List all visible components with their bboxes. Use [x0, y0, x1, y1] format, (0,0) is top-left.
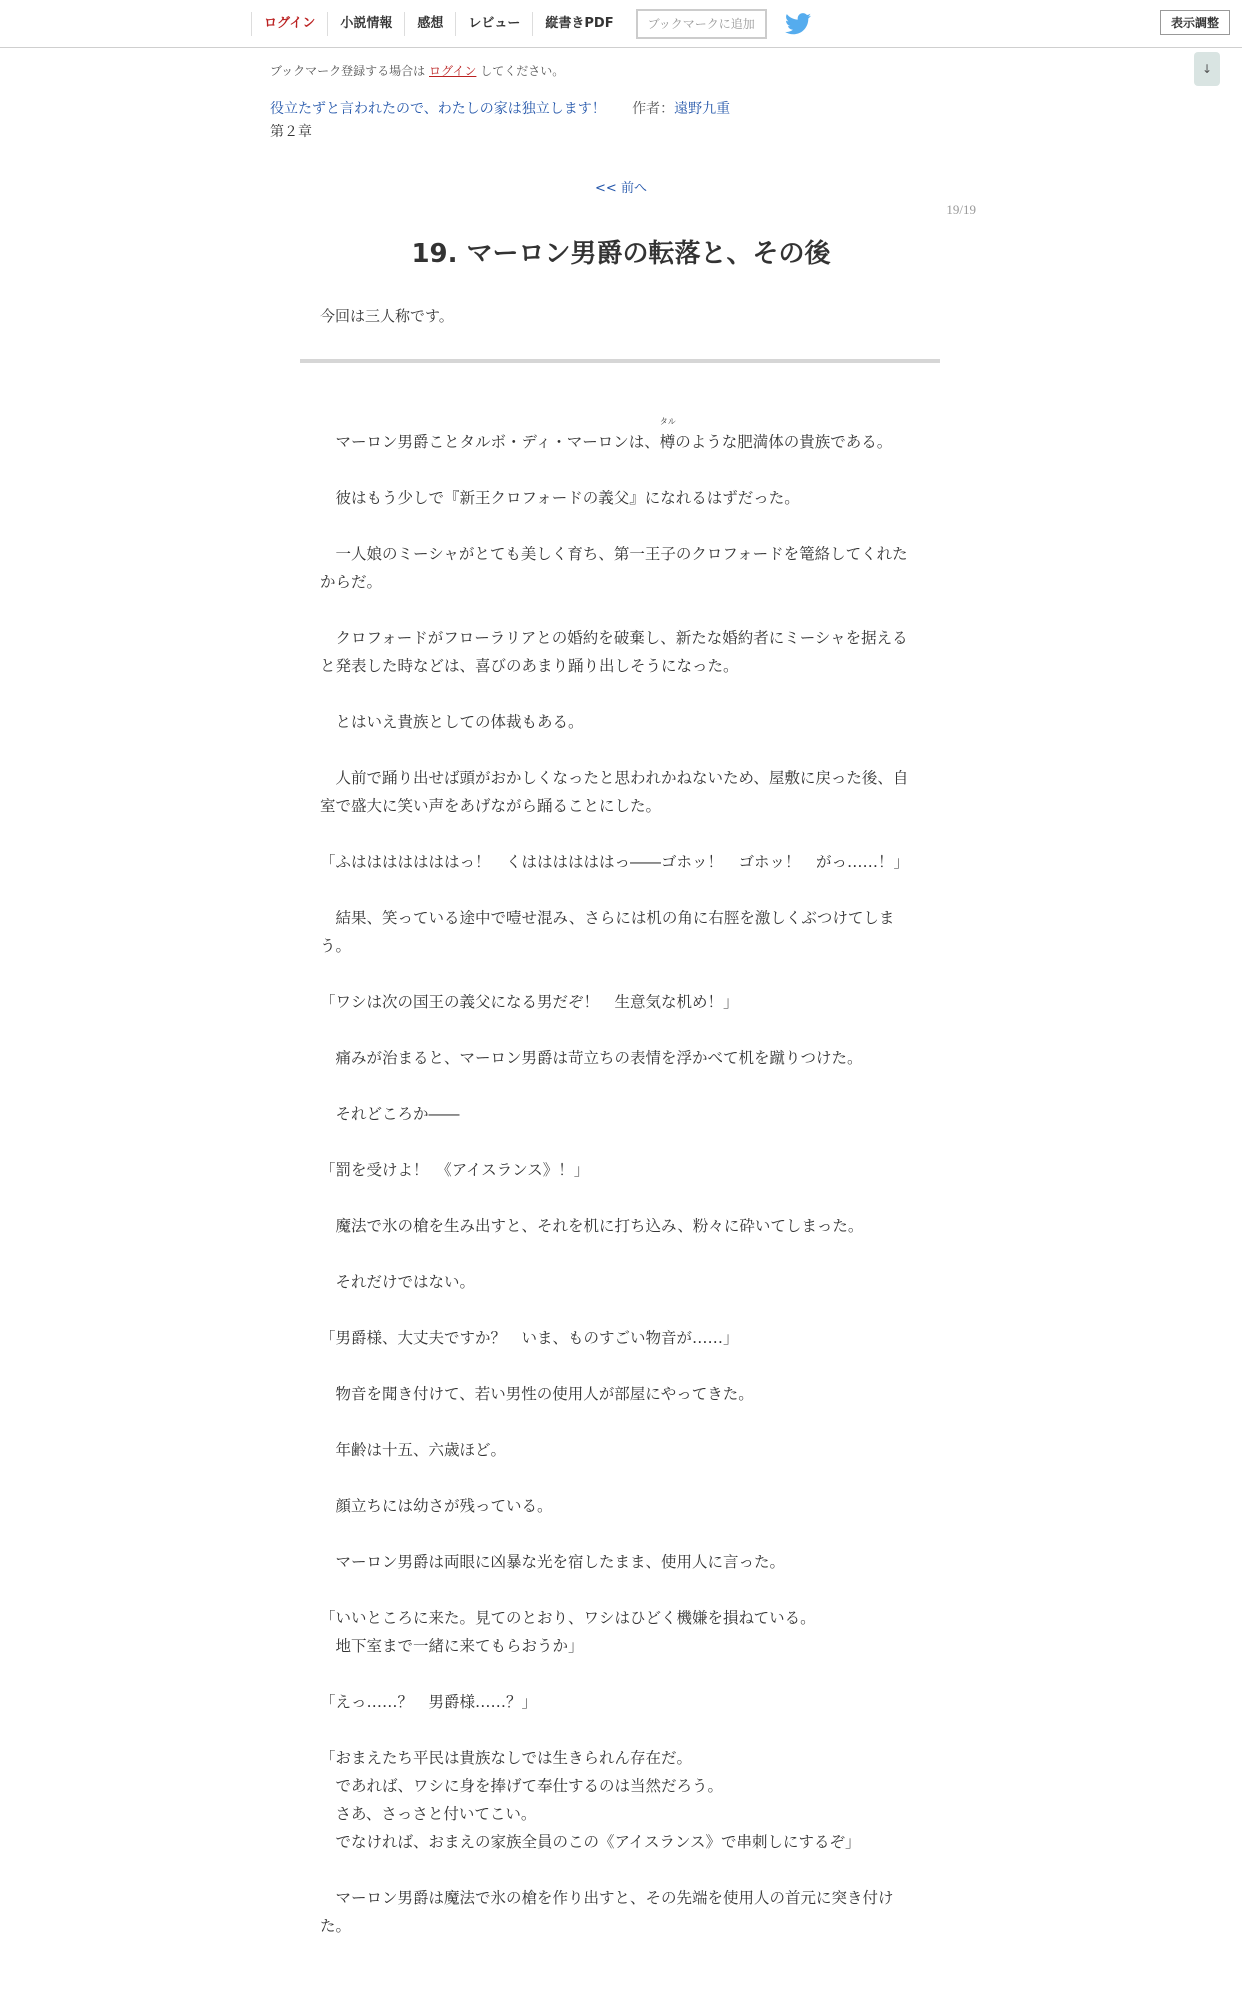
chapter-title: 第２章 [270, 124, 312, 140]
bookmark-login-link[interactable]: ログイン [429, 64, 477, 78]
review-link[interactable]: レビュー [455, 12, 532, 36]
ruby-reading: タル [659, 417, 676, 426]
top-nav [251, 0, 811, 47]
bookmark-note-before: ブックマーク登録する場合は [270, 64, 426, 78]
prev-link[interactable]: << 前へ [595, 181, 647, 196]
impressions-link[interactable]: 感想 [404, 12, 455, 36]
author-link[interactable]: 遠野九重 [674, 101, 731, 117]
body-paragraph: 「ふはははははははっ！ くははははははっ――ゴホッ！ ゴホッ！ がっ……！」 [320, 853, 910, 871]
body-paragraph: 魔法で氷の槍を生み出すと、それを机に打ち込み、粉々に砕いてしまった。 [320, 1217, 864, 1235]
episode-preface: 今回は三人称です。 [320, 307, 454, 325]
body-paragraph: 顔立ちには幼さが残っている。 [320, 1497, 553, 1515]
body-paragraph: とはいえ貴族としての体裁もある。 [320, 713, 584, 731]
first-paragraph-after: のような肥満体の貴族である。 [675, 433, 893, 451]
vertical-pdf-link[interactable]: 縦書きPDF [532, 12, 625, 36]
body-paragraph: クロフォードがフローラリアとの婚約を破棄し、新たな婚約者にミーシャを据えると発表した時などは、喜びのあまり踊り出しそうになった。 [320, 629, 908, 675]
body-paragraph: マーロン男爵は魔法で氷の槍を作り出すと、その先端を使用人の首元に突き付けた。 [320, 1889, 894, 1935]
first-paragraph-before: マーロン男爵ことタルボ・ディ・マーロンは、 [320, 433, 660, 451]
body-paragraph [320, 417, 920, 456]
author-label: 作者： [632, 101, 675, 117]
body-paragraph: 「いいところに来た。見てのとおり、ワシはひどく機嫌を損ねている。 地下室まで一緒に来てもらおうか」 [320, 1609, 816, 1655]
body-paragraph: それどころか―― [320, 1105, 460, 1123]
bookmark-note [270, 62, 564, 79]
body-paragraph: 「罰を受けよ！ 《アイスランス》！」 [320, 1161, 590, 1179]
body-paragraph: それだけではない。 [320, 1273, 476, 1291]
body-paragraph: 彼はもう少しで『新王クロフォードの義父』になれるはずだった。 [320, 489, 800, 507]
episode-title: 19. マーロン男爵の転落と、その後 [411, 239, 831, 269]
display-settings-button[interactable]: 表示調整 [1160, 10, 1230, 35]
login-link[interactable]: ログイン [251, 12, 327, 36]
body-paragraph: 「おまえたち平民は貴族なしでは生きられん存在だ。 であれば、ワシに身を捧げて奉仕するのは当然だろう。 さあ、さっさと付いてこい。 でなければ、おまえの家族全員のこの《アイスランス》で串刺しにするぞ」 [320, 1749, 861, 1851]
top-bar [0, 0, 1242, 48]
episode-body [320, 417, 920, 1968]
body-paragraph: 年齢は十五、六歳ほど。 [320, 1441, 507, 1459]
novel-title-link[interactable]: 役立たずと言われたので、わたしの家は独立します！ [270, 101, 606, 117]
body-paragraph: マーロン男爵は両眼に凶暴な光を宿したまま、使用人に言った。 [320, 1553, 786, 1571]
body-paragraph: 人前で踊り出せば頭がおかしくなったと思われかねないため、屋敷に戻った後、自室で盛大に笑い声をあげながら踊ることにした。 [320, 769, 909, 815]
body-paragraphs [320, 484, 920, 1940]
body-paragraph: 物音を聞き付けて、若い男性の使用人が部屋にやってきた。 [320, 1385, 754, 1403]
preface-divider [300, 359, 940, 363]
body-paragraph: 結果、笑っている途中で噎せ混み、さらには机の角に右脛を激しくぶつけてしまう。 [320, 909, 895, 955]
ruby-text [659, 417, 676, 456]
novel-info-link[interactable]: 小説情報 [327, 12, 404, 36]
twitter-icon[interactable] [785, 13, 811, 35]
novel-header [270, 98, 730, 118]
body-paragraph: 痛みが治まると、マーロン男爵は苛立ちの表情を浮かべて机を蹴りつけた。 [320, 1049, 863, 1067]
add-bookmark-button[interactable]: ブックマークに追加 [636, 9, 767, 39]
ruby-base: 樽 [659, 433, 676, 451]
prev-link-wrap [0, 177, 1242, 196]
scroll-down-button[interactable]: ↓ [1194, 52, 1220, 86]
bookmark-note-after: してください。 [480, 64, 565, 78]
body-paragraph: 一人娘のミーシャがとても美しく育ち、第一王子のクロフォードを篭絡してくれたからだ。 [320, 545, 908, 591]
body-paragraph: 「男爵様、大丈夫ですか？ いま、ものすごい物音が……」 [320, 1329, 739, 1347]
page-indicator: 19/19 [946, 202, 976, 217]
body-paragraph: 「ワシは次の国王の義父になる男だぞ！ 生意気な机め！」 [320, 993, 739, 1011]
body-paragraph: 「えっ……？ 男爵様……？」 [320, 1693, 538, 1711]
